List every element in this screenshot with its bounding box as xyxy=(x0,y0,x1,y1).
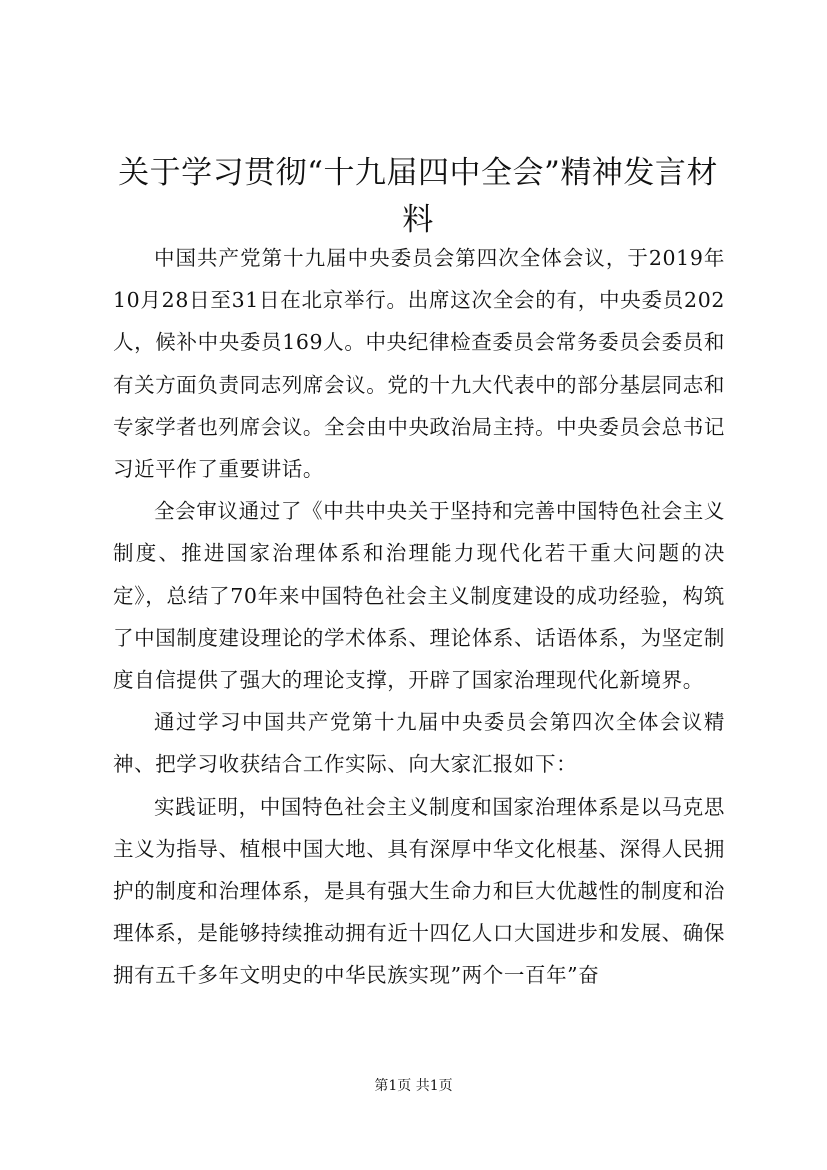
paragraph-3: 通过学习中国共产党第十九届中央委员会第四次全体会议精神、把学习收获结合工作实际、向大家汇报如下： xyxy=(113,710,725,777)
document-title: 关于学习贯彻“十九届四中全会”精神发言材料 xyxy=(118,155,718,238)
paragraph-1: 中国共产党第十九届中央委员会第四次全体会议，于2019年10月28日至31日在北京举行。出席这次全会的有，中央委员202人，候补中央委员169人。中央纪律检查委员会常务委员会委员和有关方面负责同志列席会议。党的十九大代表中的部分基层同志和专家学者也列席会议。全会由中央政治局主持。中央委员会总书记习近平作了重要讲话。 xyxy=(113,246,725,482)
paragraph-4: 实践证明，中国特色社会主义制度和国家治理体系是以马克思主义为指导、植根中国大地、具有深厚中华文化根基、深得人民拥护的制度和治理体系，是具有强大生命力和巨大优越性的制度和治理体系，是能够持续推动拥有近十四亿人口大国进步和发展、确保拥有五千多年文明史的中华民族实现”两个一百年”奋 xyxy=(113,794,725,988)
page-footer xyxy=(0,1076,827,1096)
document-body xyxy=(113,237,725,997)
paragraph-2: 全会审议通过了《中共中央关于坚持和完善中国特色社会主义制度、推进国家治理体系和治理能力现代化若干重大问题的决定》，总结了70年来中国特色社会主义制度建设的成功经验，构筑了中国制度建设理论的学术体系、理论体系、话语体系，为坚定制度自信提供了强大的理论支撑，开辟了国家治理现代化新境界。 xyxy=(113,499,725,693)
page-number-label: 第1页 共1页 xyxy=(374,1078,453,1094)
